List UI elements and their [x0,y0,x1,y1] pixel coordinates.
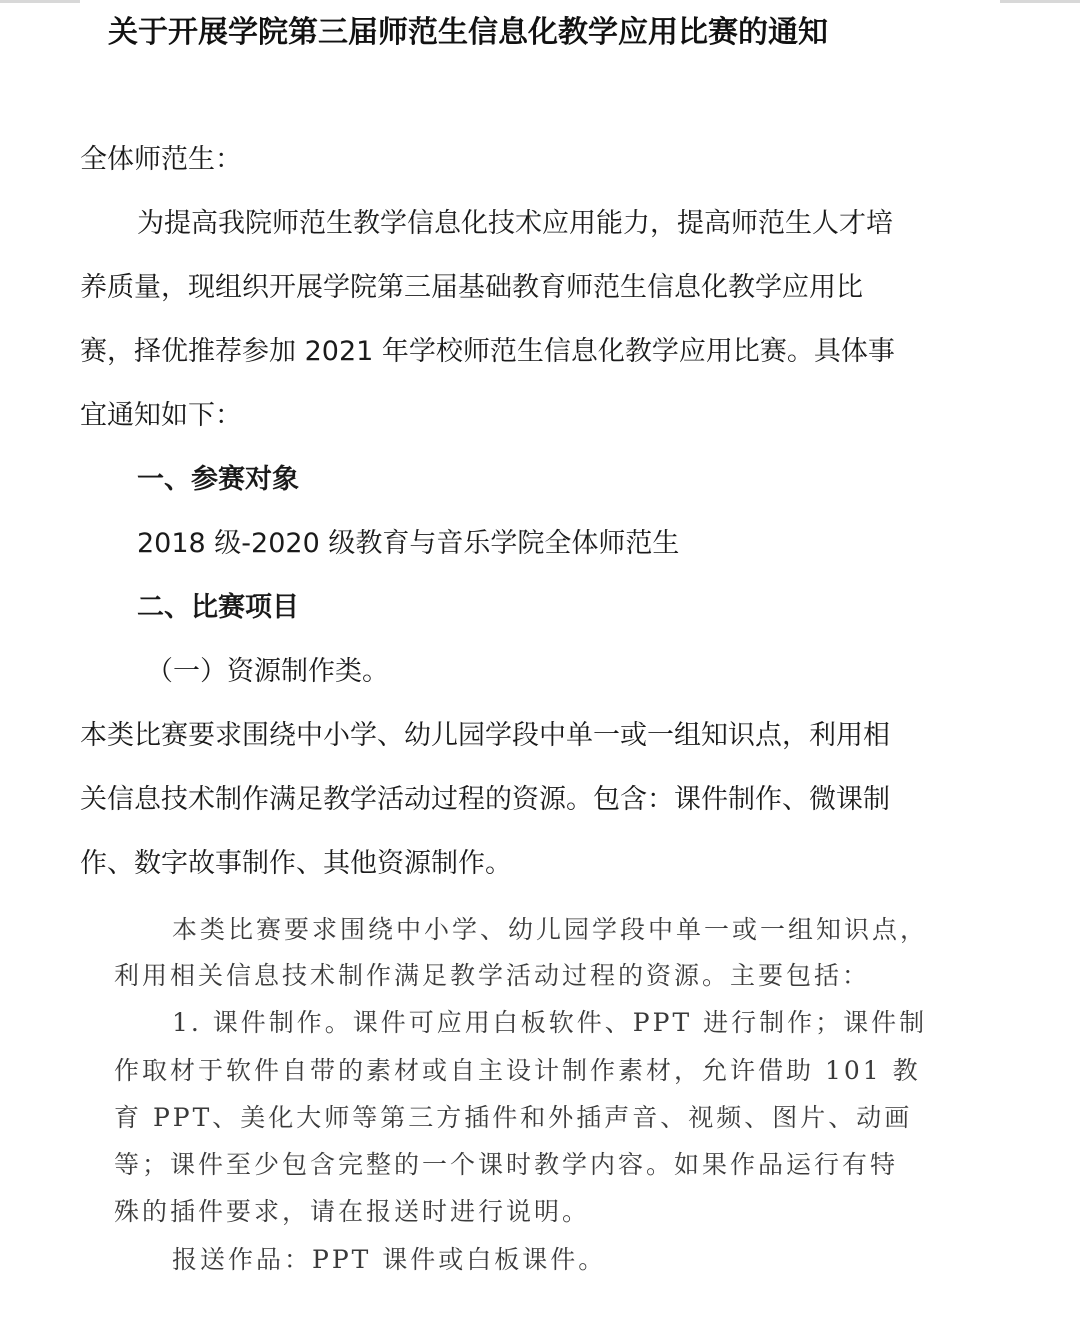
scanned-line: 作取材于软件自带的素材或自主设计制作素材，允许借助 101 教 [114,1056,921,1085]
top-edge-right [1000,0,1080,3]
scanned-line: 等；课件至少包含完整的一个课时教学内容。如果作品运行有特 [114,1150,899,1179]
subsection-heading: （一）资源制作类。 [146,656,389,687]
subsection-line: 关信息技术制作满足教学活动过程的资源。包含：课件制作、微课制 [80,784,890,815]
subsection-line: 作、数字故事制作、其他资源制作。 [80,848,512,879]
scanned-line: 育 PPT、美化大师等第三方插件和外插声音、视频、图片、动画 [114,1103,913,1132]
scanned-line: 殊的插件要求，请在报送时进行说明。 [114,1197,591,1226]
section-heading: 二、比赛项目 [137,592,299,623]
subsection-line: 本类比赛要求围绕中小学、幼儿园学段中单一或一组知识点，利用相 [80,720,890,751]
intro-line: 宜通知如下： [80,400,242,431]
scanned-line: 报送作品：PPT 课件或白板课件。 [172,1245,607,1274]
intro-line: 赛，择优推荐参加 2021 年学校师范生信息化教学应用比赛。具体事 [80,336,895,367]
scanned-line: 1. 课件制作。课件可应用白板软件、PPT 进行制作；课件制 [172,1008,928,1037]
document-title: 关于开展学院第三届师范生信息化教学应用比赛的通知 [108,15,828,50]
intro-line: 养质量，现组织开展学院第三届基础教育师范生信息化教学应用比 [80,272,863,303]
scanned-line: 利用相关信息技术制作满足教学活动过程的资源。主要包括： [114,961,871,990]
intro-line: 为提高我院师范生教学信息化技术应用能力，提高师范生人才培 [137,208,893,239]
scanned-line: 本类比赛要求围绕中小学、幼儿园学段中单一或一组知识点， [172,915,929,944]
salutation: 全体师范生： [80,144,242,175]
section-heading: 一、参赛对象 [137,464,299,495]
top-edge-left [0,0,80,3]
section-body: 2018 级-2020 级教育与音乐学院全体师范生 [137,528,680,559]
